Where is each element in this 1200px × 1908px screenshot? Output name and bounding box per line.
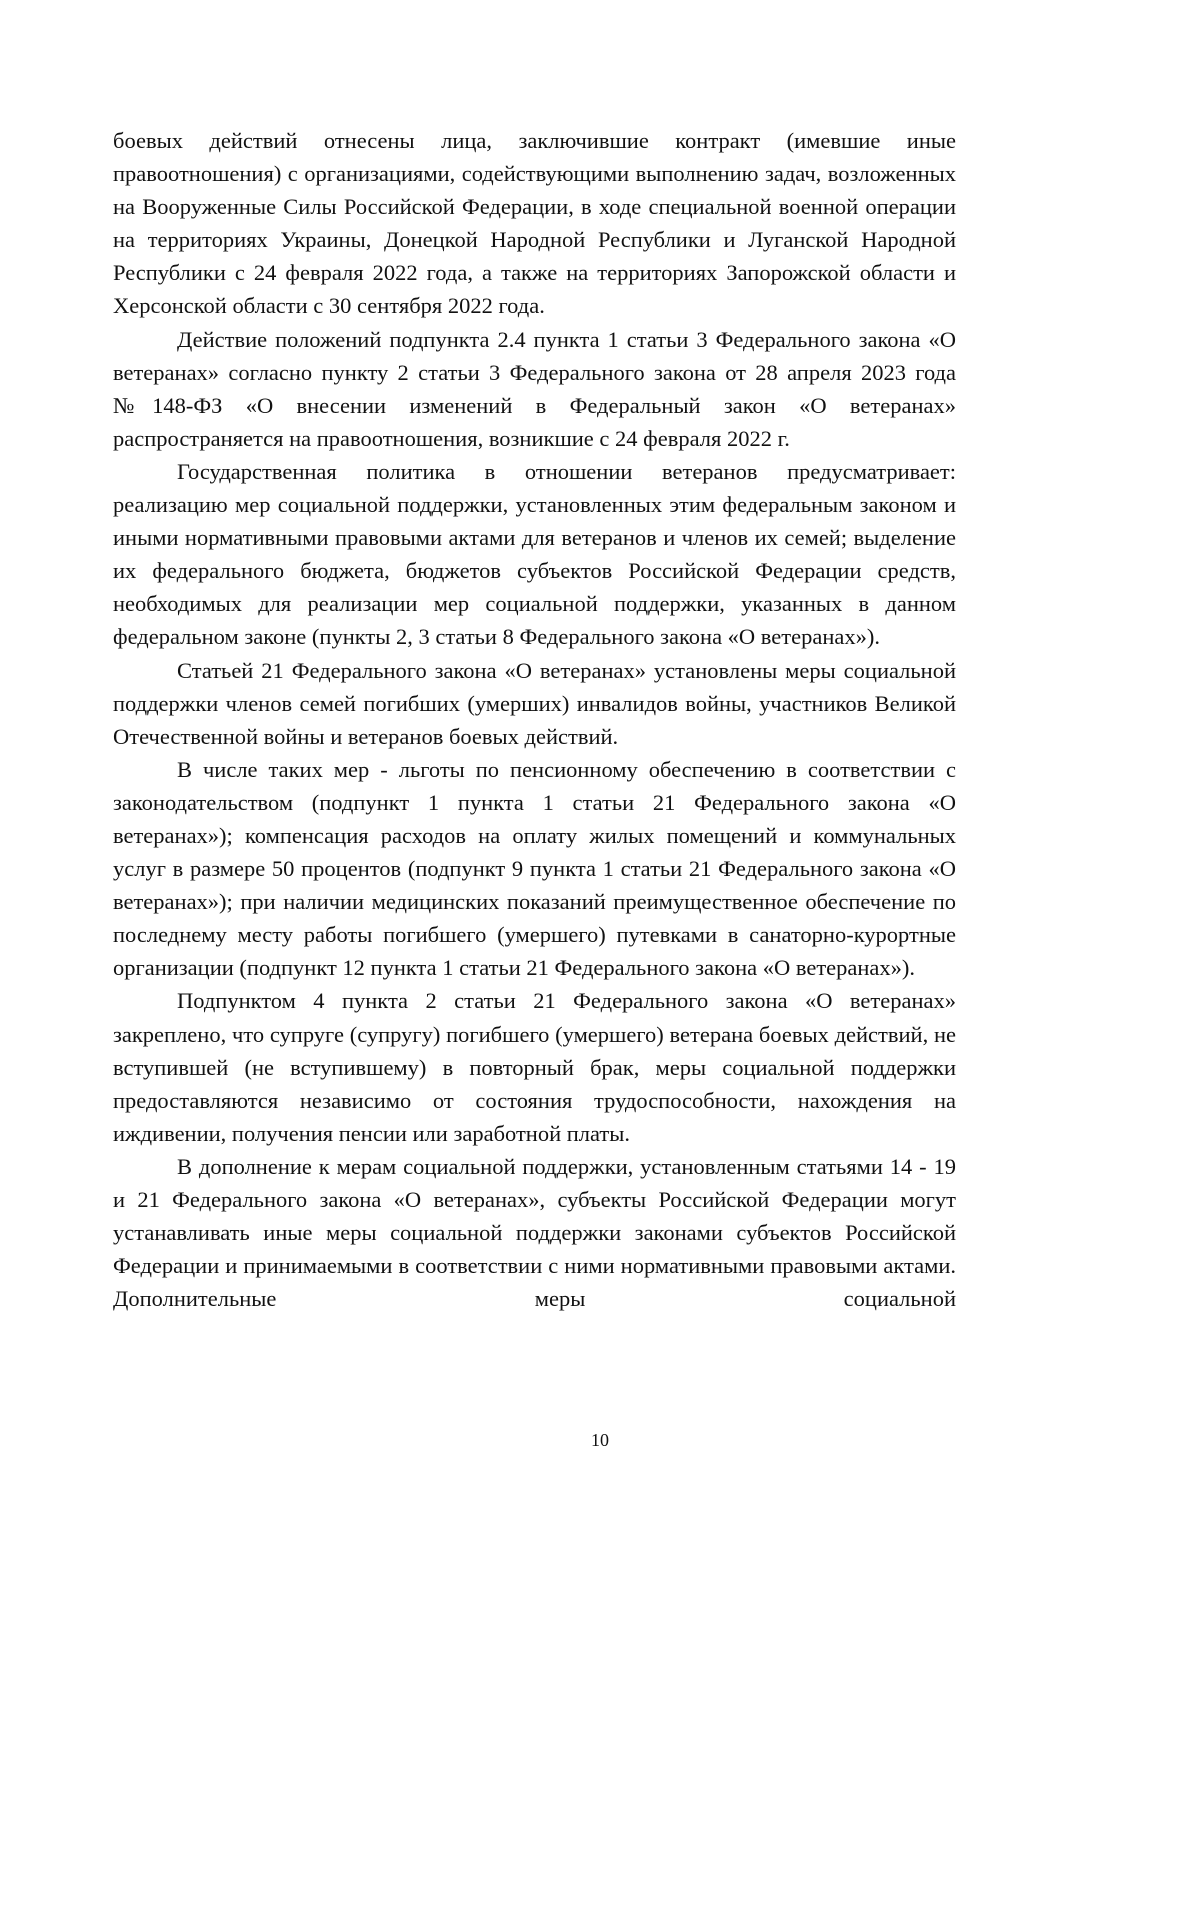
paragraph-6: Подпунктом 4 пункта 2 статьи 21 Федерального закона «О ветеранах» закреплено, что супруге (супругу) погибшего (умершего) ветерана боевых действий, не вступившей (не вступившему) в повторный брак, меры социальной поддержки предоставляются независимо от состояния трудоспособности, нахождения на иждивении, получения пенсии или заработной платы. <box>113 988 956 1146</box>
paragraph-1: боевых действий отнесены лица, заключившие контракт (имевшие иные правоотношения) с организациями, содействующими выполнению задач, возложенных на Вооруженные Силы Российской Федерации, в ходе специальной военной операции на территориях Украины, Донецкой Народной Республики и Луганской Народной Республики с 24 февраля 2022 года, а также на территориях Запорожской области и Херсонской области с 30 сентября 2022 года. <box>113 128 956 319</box>
paragraph-2: Действие положений подпункта 2.4 пункта 1 статьи 3 Федерального закона «О ветеранах» согласно пункту 2 статьи 3 Федерального закона от 28 апреля 2023 года №148-ФЗ «О внесении изменений в Федеральный закон «О ветеранах» распространяется на правоотношения, возникшие с 24 февраля 2022 г. <box>113 326 956 451</box>
paragraph-5: В числе таких мер - льготы по пенсионному обеспечению в соответствии с законодательством (подпункт 1 пункта 1 статьи 21 Федерального закона «О ветеранах»); компенсация расходов на оплату жилых помещений и коммунальных услуг в размере 50 процентов (подпункт 9 пункта 1 статьи 21 Федерального закона «О ветеранах»); при наличии медицинских показаний преимущественное обеспечение по последнему месту работы погибшего (умершего) путевками в санаторно-курортные организации (подпункт 12 пункта 1 статьи 21 Федерального закона «О ветеранах»). <box>113 756 956 981</box>
paragraph-4: Статьей 21 Федерального закона «О ветеранах» установлены меры социальной поддержки членов семей погибших (умерших) инвалидов войны, участников Великой Отечественной войны и ветеранов боевых действий. <box>113 657 956 749</box>
paragraph-7: В дополнение к мерам социальной поддержки, установленным статьями 14 - 19 и 21 Федерального закона «О ветеранах», субъекты Российской Федерации могут устанавливать иные меры социальной поддержки законами субъектов Российской Федерации и принимаемыми в соответствии с ними нормативными правовыми актами. Дополнительные меры социальной <box>113 1153 956 1312</box>
body-text <box>113 124 956 1315</box>
page-number: 10 <box>591 1430 609 1450</box>
paragraph-3: Государственная политика в отношении ветеранов предусматривает: реализацию мер социальной поддержки, установленных этим федеральным законом и иными нормативными правовыми актами для ветеранов и членов их семей; выделение их федерального бюджета, бюджетов субъектов Российской Федерации средств, необходимых для реализации мер социальной поддержки, указанных в данном федеральном законе (пункты 2, 3 статьи 8 Федерального закона «О ветеранах»). <box>113 458 956 650</box>
